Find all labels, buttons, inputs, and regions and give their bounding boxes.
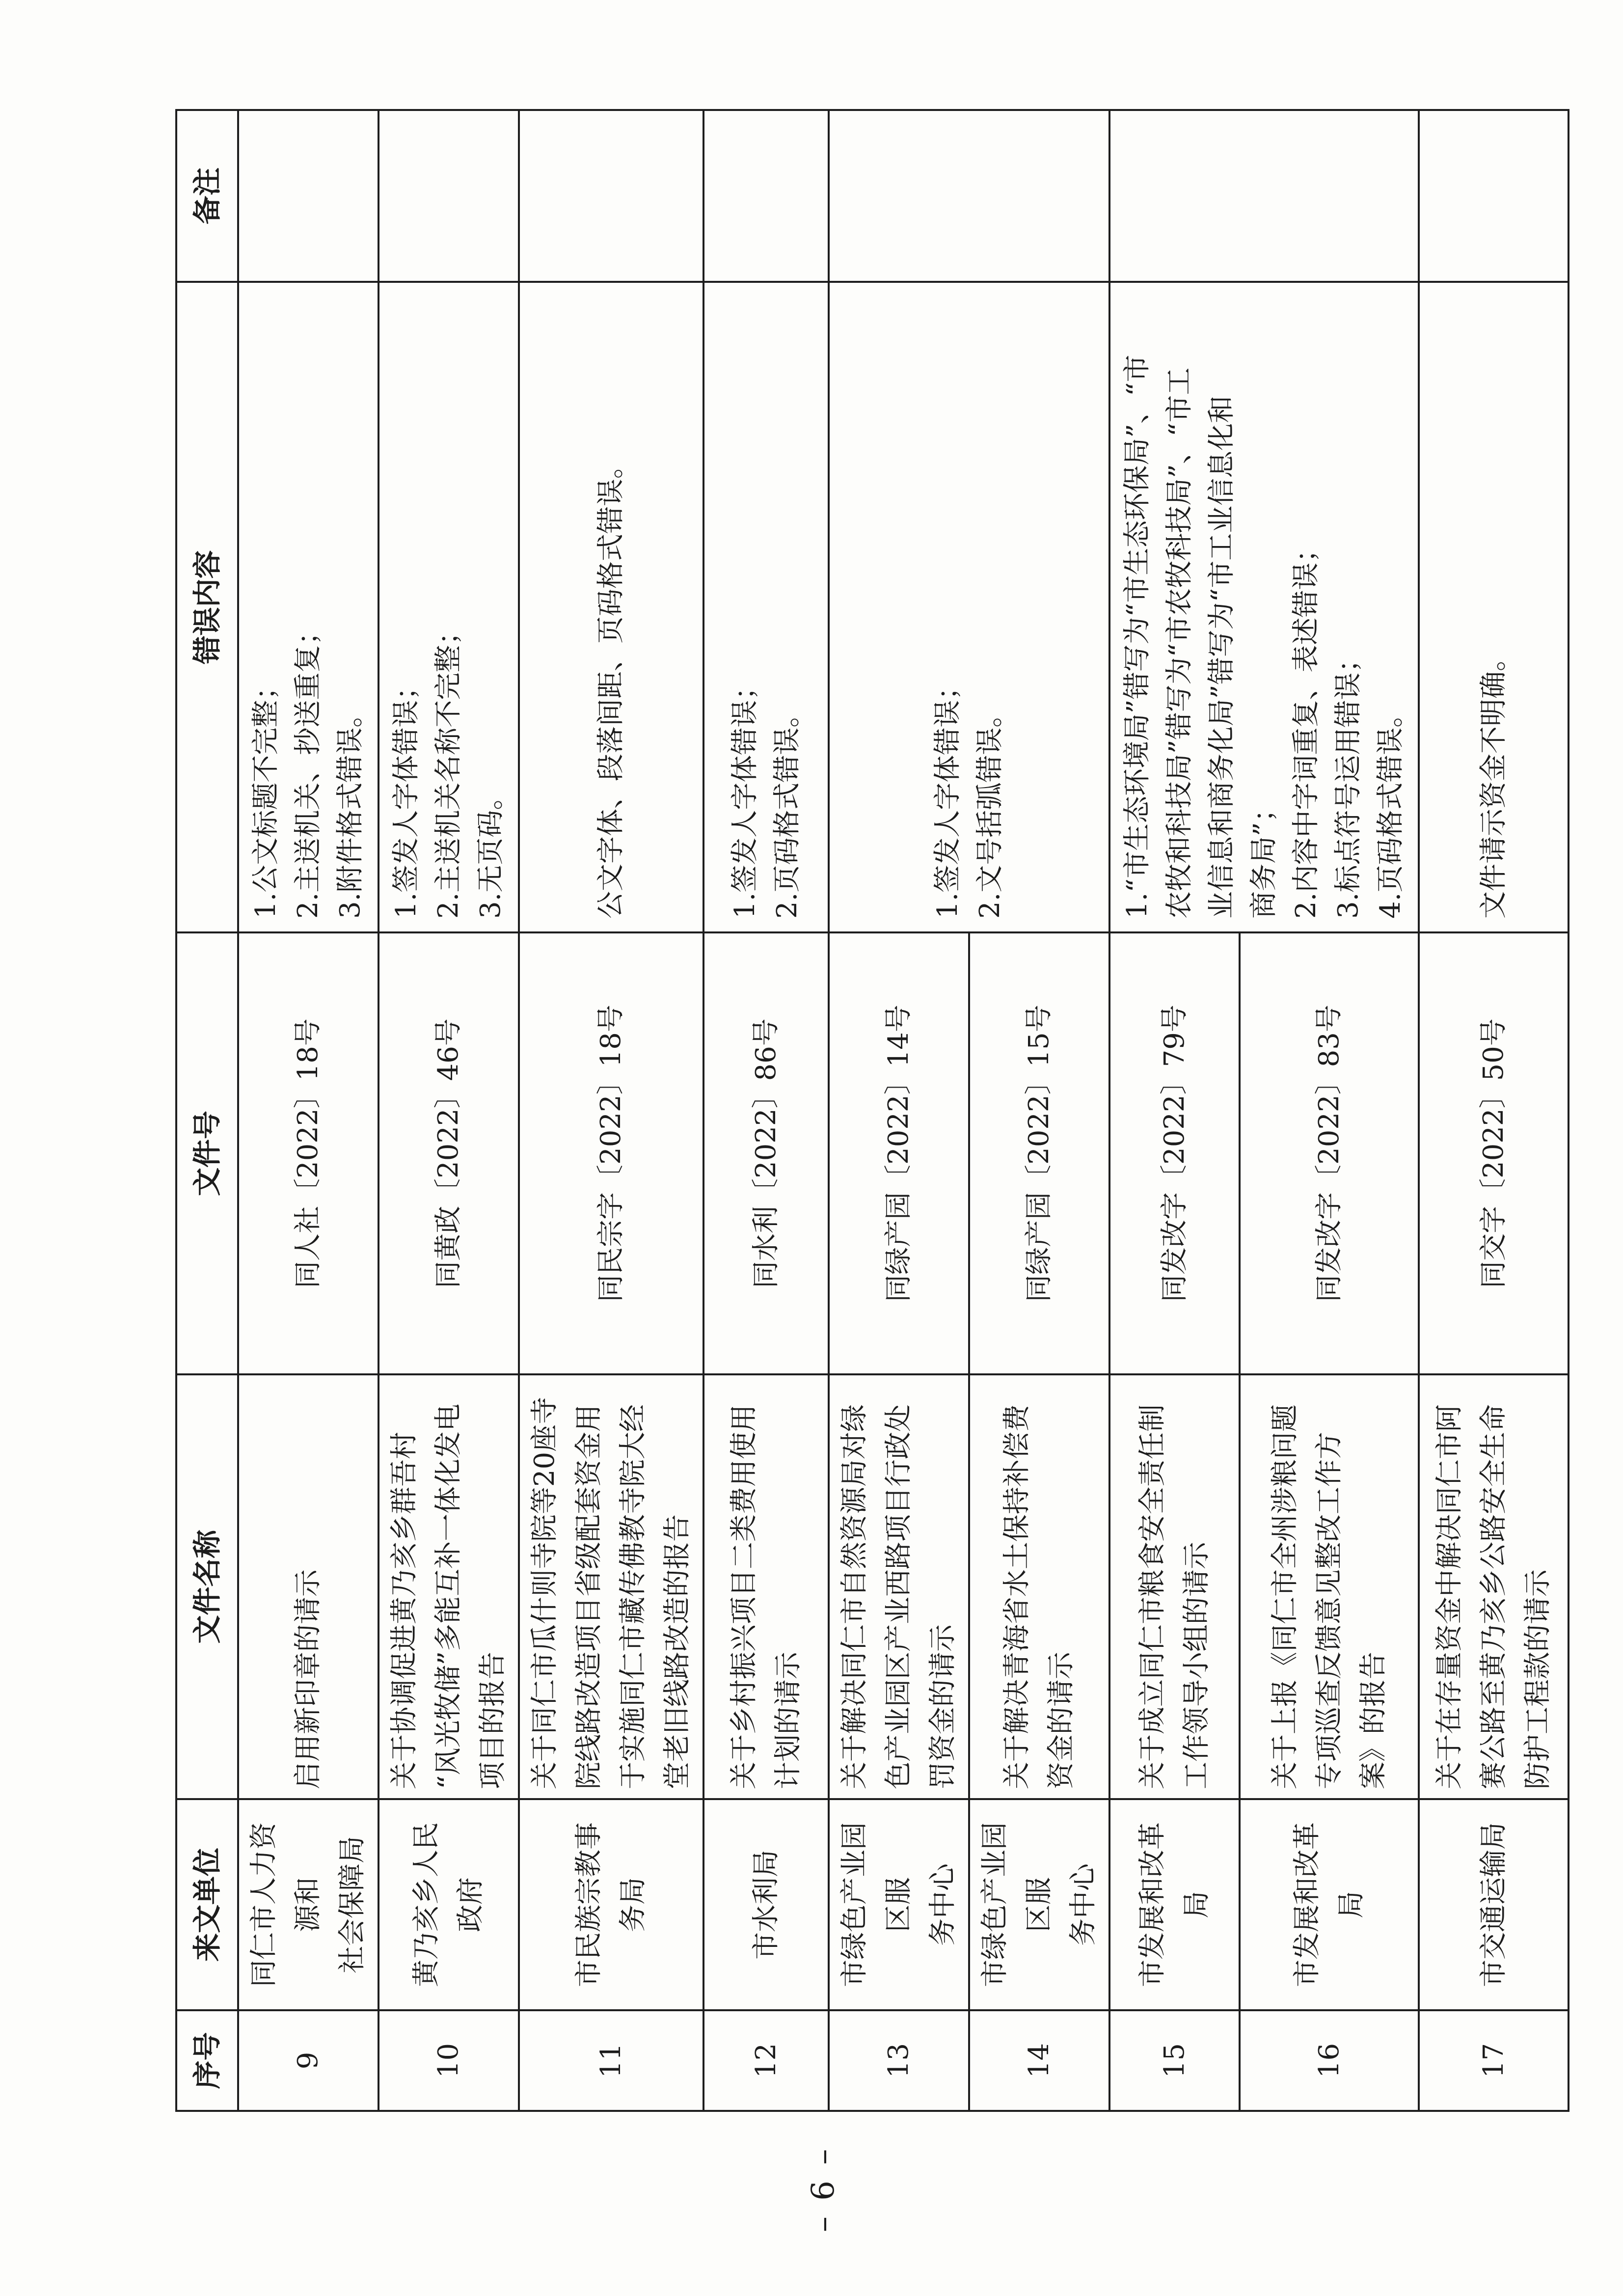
error-line: 1.公文标题不完整； — [250, 672, 282, 919]
name-line: 关于协调促进黄乃亥乡群吾村 — [388, 1432, 420, 1789]
error-line: 业信息和商务化局”错写为“市工业信息化和 — [1206, 395, 1238, 919]
name-line: 专项巡查反馈意见整改工作方 — [1313, 1432, 1345, 1789]
name-line: 色产业园区产业西路项目行政处 — [883, 1404, 915, 1789]
cell-unit — [1240, 1799, 1419, 2010]
cell-name — [969, 1374, 1109, 1799]
error-line: 3.附件格式错误。 — [334, 700, 366, 919]
cell-docno: 同绿产园〔2022〕14号 — [829, 932, 969, 1374]
unit-line: 社会保障局 — [336, 1836, 368, 1973]
error-line: 1.签发人字体错误； — [390, 672, 422, 919]
table-row — [519, 110, 703, 2111]
name-line: 工作领导小组的请示 — [1180, 1542, 1213, 1789]
cell-seq: 15 — [1109, 2010, 1240, 2111]
name-line: 项目的报告 — [477, 1652, 509, 1789]
unit-line: 黄乃亥乡人民政府 — [410, 1822, 487, 1987]
cell-errors — [703, 282, 829, 932]
cell-errors — [519, 282, 703, 932]
document-review-table — [175, 109, 1569, 2112]
name-line: 堂老旧线路改造的报告 — [661, 1514, 693, 1789]
cell-note — [379, 110, 519, 282]
cell-seq: 13 — [829, 2010, 969, 2111]
cell-errors — [1109, 282, 1419, 932]
cell-name — [829, 1374, 969, 1799]
header-name: 文件名称 — [176, 1374, 238, 1799]
error-line: 1.“市生态环境局”错写为“市生态环保局”、“市 — [1121, 355, 1153, 919]
name-line: 关于同仁市瓜什则寺院等20座寺 — [529, 1396, 561, 1789]
cell-docno: 同黄政〔2022〕46号 — [379, 932, 519, 1374]
table-row — [379, 110, 519, 2111]
cell-seq: 9 — [238, 2010, 379, 2111]
header-note: 备注 — [176, 110, 238, 282]
error-line: 2.主送机关、抄送重复； — [292, 617, 324, 919]
cell-unit — [238, 1799, 379, 2010]
name-line: 赛公路至黄乃亥乡公路安全生命 — [1477, 1404, 1510, 1789]
cell-seq: 17 — [1419, 2010, 1569, 2111]
header-docno: 文件号 — [176, 932, 238, 1374]
cell-unit — [829, 1799, 969, 2010]
cell-name — [1240, 1374, 1419, 1799]
table-row — [829, 110, 969, 2111]
error-line: 1.签发人字体错误； — [729, 672, 761, 919]
cell-docno: 同交字〔2022〕50号 — [1419, 932, 1569, 1374]
cell-docno: 同绿产园〔2022〕15号 — [969, 932, 1109, 1374]
error-line: 4.页码格式错误。 — [1375, 700, 1407, 919]
error-line: 2.主送机关名称不完整； — [433, 617, 464, 919]
name-line: 罚资金的请示 — [927, 1624, 959, 1789]
page-number: – 6 – — [805, 2146, 841, 2232]
name-line: 关于在存量资金中解决同仁市阿 — [1433, 1404, 1465, 1789]
cell-errors — [238, 282, 379, 932]
unit-line: 市水利局 — [750, 1850, 782, 1960]
table-row — [238, 110, 379, 2111]
name-line: 关于上报《同仁市全州涉粮问题 — [1269, 1404, 1301, 1789]
name-line: 关于乡村振兴项目二类费用使用 — [728, 1404, 760, 1789]
error-line: 商务局”； — [1248, 794, 1280, 919]
unit-line: 市发展和改革局 — [1291, 1822, 1367, 1987]
table-row — [703, 110, 829, 2111]
cell-name — [379, 1374, 519, 1799]
cell-note — [829, 110, 1109, 282]
cell-name — [703, 1374, 829, 1799]
cell-name — [1419, 1374, 1569, 1799]
cell-unit — [703, 1799, 829, 2010]
cell-name — [1109, 1374, 1240, 1799]
header-unit: 来文单位 — [176, 1799, 238, 2010]
cell-seq: 16 — [1240, 2010, 1419, 2111]
unit-line: 市绿色产业园区服 — [839, 1822, 915, 1987]
cell-note — [1109, 110, 1419, 282]
error-line: 1.签发人字体错误； — [932, 672, 964, 919]
error-line: 2.文号括弧错误。 — [974, 700, 1006, 919]
name-line: 关于成立同仁市粮食安全责任制 — [1136, 1404, 1168, 1789]
error-line: 2.内容中字词重复、表述错误； — [1290, 535, 1322, 919]
cell-note — [1419, 110, 1569, 282]
error-line: 3.无页码。 — [475, 782, 507, 919]
header-errors: 错误内容 — [176, 282, 238, 932]
table-header-row — [176, 110, 238, 2111]
name-line: 关于解决青海省水土保持补偿费 — [1001, 1404, 1033, 1789]
name-line: 防护工程款的请示 — [1521, 1569, 1554, 1789]
cell-unit — [969, 1799, 1109, 2010]
unit-line: 同仁市人力资源和 — [248, 1822, 324, 1987]
name-line: 启用新印章的请示 — [292, 1569, 324, 1789]
cell-unit — [379, 1799, 519, 2010]
cell-unit — [519, 1799, 703, 2010]
name-line: 资金的请示 — [1045, 1652, 1077, 1789]
cell-errors — [829, 282, 1109, 932]
cell-docno: 同发改字〔2022〕83号 — [1240, 932, 1419, 1374]
table-row — [1109, 110, 1240, 2111]
name-line: 关于解决同仁市自然资源局对绿 — [839, 1404, 870, 1789]
name-line: “风光牧储”多能互补一体化发电 — [433, 1403, 464, 1789]
unit-line: 务中心 — [927, 1863, 959, 1946]
name-line: 于实施同仁市藏传佛教寺院大经 — [617, 1404, 649, 1789]
error-line: 文件请示资金不明确。 — [1477, 644, 1510, 919]
cell-seq: 14 — [969, 2010, 1109, 2111]
cell-note — [238, 110, 379, 282]
error-line: 农牧和科技局”错写为“市农牧科技局”、“市工 — [1163, 367, 1195, 919]
unit-line: 市交通运输局 — [1477, 1822, 1510, 1987]
header-seq: 序号 — [176, 2010, 238, 2111]
cell-unit — [1419, 1799, 1569, 2010]
cell-seq: 10 — [379, 2010, 519, 2111]
cell-errors — [379, 282, 519, 932]
cell-docno: 同民宗字〔2022〕18号 — [519, 932, 703, 1374]
cell-name — [238, 1374, 379, 1799]
unit-line: 市民族宗教事务局 — [573, 1822, 649, 1987]
unit-line: 市发展和改革局 — [1136, 1822, 1213, 1987]
name-line: 案》的报告 — [1357, 1652, 1389, 1789]
unit-line: 务中心 — [1067, 1863, 1099, 1946]
error-line: 3.标点符号运用错误； — [1332, 645, 1364, 919]
cell-docno: 同水利〔2022〕86号 — [703, 932, 829, 1374]
cell-docno: 同人社〔2022〕18号 — [238, 932, 379, 1374]
name-line: 计划的请示 — [772, 1652, 804, 1789]
error-line: 公文字体、段落间距、页码格式错误。 — [595, 451, 627, 919]
unit-line: 市绿色产业园区服 — [979, 1822, 1055, 1987]
error-line: 2.页码格式错误。 — [771, 700, 803, 919]
cell-unit — [1109, 1799, 1240, 2010]
cell-note — [703, 110, 829, 282]
cell-note — [519, 110, 703, 282]
cell-errors — [1419, 282, 1569, 932]
table-row — [1419, 110, 1569, 2111]
cell-name — [519, 1374, 703, 1799]
name-line: 院线路改造项目省级配套资金用 — [573, 1404, 605, 1789]
cell-seq: 12 — [703, 2010, 829, 2111]
cell-docno: 同发改字〔2022〕79号 — [1109, 932, 1240, 1374]
cell-seq: 11 — [519, 2010, 703, 2111]
